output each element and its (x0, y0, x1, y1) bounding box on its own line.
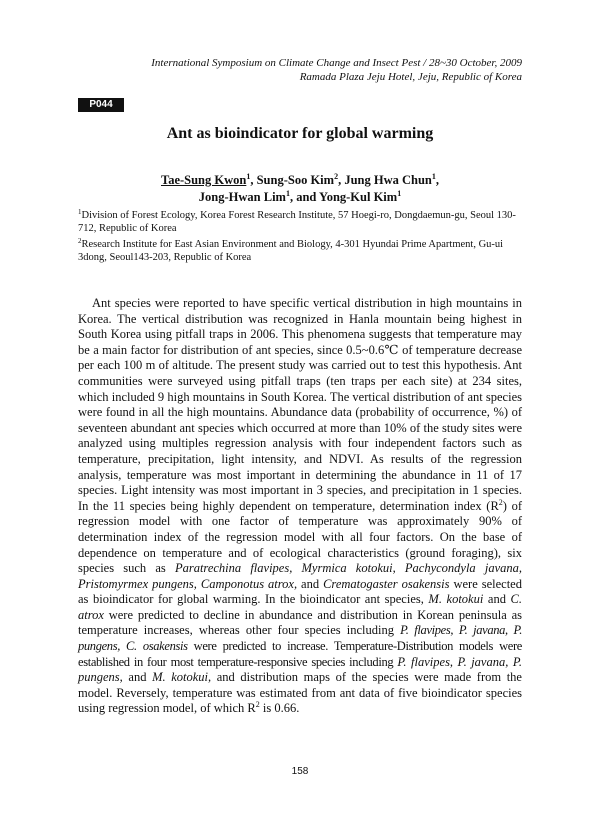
author-affil-mark: 1 (246, 172, 251, 181)
author-affil-mark: 1 (397, 189, 402, 198)
abstract-text: and (297, 576, 324, 591)
abstract-text: were selected as bioindicator for global warming. In the bioindicator ant species, (78, 576, 522, 607)
author-list (0, 172, 600, 206)
author-separator: , (250, 173, 257, 187)
affiliation-text: Research Institute for East Asian Environment and Biology, 4-301 Hyundai Prime Apartment, Gu-ui 3dong, Seoul143-203, Republic of Korea (78, 239, 504, 263)
paper-title: Ant as bioindicator for global warming (166, 125, 434, 142)
species-name: C. atrox (78, 592, 522, 622)
species-name: Crematogaster osakensis (323, 576, 450, 591)
species-names: P. flavipes, P. javana, P. pungens, C. osakensis (78, 623, 523, 654)
abstract-text: were predicted to decline in abundance and distribution in Korean peninsula as temperature increases, whereas other four species including (78, 607, 522, 638)
abstract-text: and distribution maps of the species were made from the model. Reversely, temperature was estimated from ant data of five bioindicator species using regression model, of which R (78, 670, 522, 716)
superscript: 2 (498, 497, 503, 507)
author-affil-mark: 1 (285, 189, 290, 198)
author (199, 190, 290, 204)
abstract-text: and (122, 670, 153, 685)
author-line-2 (0, 189, 600, 206)
abstract-text: ) of regression model with one factor of temperature was approximately 90% of determination index of the regression model with all four factors. On the base of dependence on temperature and of ecological characteristics (ground foraging), six species such as (78, 498, 522, 576)
affiliation-mark: 2 (78, 237, 82, 245)
superscript: 2 (255, 700, 260, 710)
author (161, 173, 250, 187)
species-names: P. flavipes, P. javana, P. pungens, (78, 654, 522, 685)
author-separator: , (435, 173, 439, 187)
abstract-text: Ant species were reported to have specific vertical distribution in high mountains in Korea. The vertical distribution was recognized in Hanla mountain being highest in South Korea using pitfall traps in 2006. This phenomena suggests that temperature may be a main factor for distribution of ant species, since 0.5~0.6℃ of temperature decrease per each 100 m of altitude. The present study was carried out to test this hypothesis. Ant communities were surveyed using pitfall traps (ten traps per each site) at 234 sites, which included 9 high mountains in South Korea. The vertical distribution of ant species were found in all the high mountains. Abundance data (probability of occurrence, %) of seventeen abundant ant species which occurred at more than 10% of the study sites were analyzed using multiples regression analysis with four independent factors such as temperature, precipitation, light intensity, and NDVI. As results of the regression analysis, temperature was most important in determining the abundance in 11 of 17 species. Light intensity was most important in 3 species, and precipitation in 1 species. In the 11 species being highly dependent on temperature, determination index (R (78, 296, 522, 513)
author-affil-mark: 1 (431, 172, 436, 181)
species-name: M. kotokui, (152, 670, 212, 685)
author-name: Jong-Hwan Lim (198, 190, 286, 204)
poster-badge: P044 (78, 98, 124, 112)
affiliation-mark: 1 (78, 208, 82, 216)
abstract-text: is 0.66. (259, 701, 300, 716)
species-names: Paratrechina flavipes, Myrmica kotokui, Pachycondyla javana, Pristomyrmex pungens, Camponotus atrox, (78, 561, 523, 591)
header-line-1: International Symposium on Climate Change and Insect Pest / 28~30 October, 2009 (151, 57, 522, 69)
affiliation-1 (78, 209, 526, 235)
abstract-text: were predicted to increase. Temperature-Distribution models were established in four most temperature-responsive species including (78, 639, 522, 669)
author (344, 173, 436, 187)
affiliation-list (78, 209, 526, 267)
author-name: Yong-Kul Kim (319, 190, 398, 204)
author (319, 190, 401, 204)
author-affil-mark: 2 (334, 172, 339, 181)
author-separator: , (338, 173, 345, 187)
author-name: Sung-Soo Kim (256, 173, 335, 187)
author-line-1 (0, 172, 600, 189)
author-name: Tae-Sung Kwon (161, 173, 247, 187)
abstract-text: and (483, 592, 511, 607)
species-name: M. kotokui (428, 592, 484, 607)
author (257, 173, 338, 187)
author-separator: , and (289, 190, 320, 204)
header-line-2: Ramada Plaza Jeju Hotel, Jeju, Republic of Korea (299, 71, 522, 83)
abstract-paragraph (78, 296, 522, 717)
affiliation-text: Division of Forest Ecology, Korea Forest Research Institute, 57 Hoegi-ro, Dongdaemun-gu, Seoul 130-712, Republic of Korea (78, 210, 516, 234)
author-name: Jung Hwa Chun (344, 173, 432, 187)
page-number: 158 (291, 766, 309, 777)
affiliation-2 (78, 238, 526, 264)
conference-header (151, 56, 522, 84)
